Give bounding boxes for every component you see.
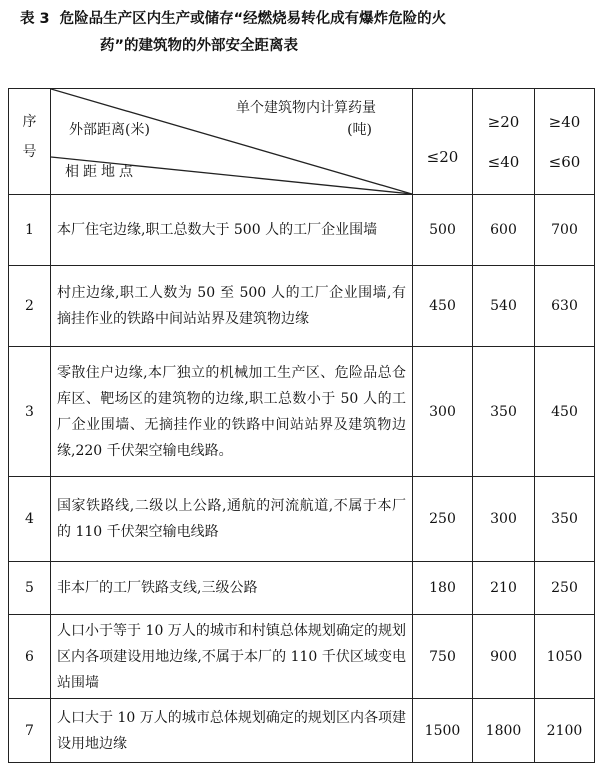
table-row [9, 347, 595, 477]
row-value-3: 630 [535, 266, 595, 347]
header-col-3 [535, 89, 595, 195]
table-title-line2: 药”的建筑物的外部安全距离表 [100, 38, 299, 54]
row-seq: 4 [9, 477, 51, 562]
table-row [9, 266, 595, 347]
row-location: 国家铁路线,二级以上公路,通航的河流航道,不属于本厂的 110 千伏架空输电线路 [51, 477, 413, 562]
row-seq: 7 [9, 699, 51, 763]
safety-distance-table [8, 88, 595, 763]
header-col-2-min: ≥20 [487, 112, 520, 131]
row-value-2: 350 [473, 347, 535, 477]
header-col-3-max: ≤60 [548, 152, 581, 171]
header-distance-label: 外部距离(米) [69, 122, 150, 138]
row-seq: 5 [9, 562, 51, 615]
header-col-1 [413, 89, 473, 195]
row-value-3: 250 [535, 562, 595, 615]
row-location: 人口小于等于 10 万人的城市和村镇总体规划确定的规划区内各项建设用地边缘,不属于本厂的 110 千伏区域变电站围墙 [51, 615, 413, 699]
table-row [9, 477, 595, 562]
header-location-label: 相距地点 [65, 164, 137, 180]
row-value-2: 210 [473, 562, 535, 615]
header-diagonal-cell [51, 89, 413, 195]
row-value-2: 540 [473, 266, 535, 347]
row-value-1: 750 [413, 615, 473, 699]
row-value-2: 600 [473, 195, 535, 266]
row-seq: 6 [9, 615, 51, 699]
row-value-3: 350 [535, 477, 595, 562]
header-seq-char-2: 号 [22, 144, 37, 160]
header-col-2-max: ≤40 [487, 152, 520, 171]
row-value-1: 180 [413, 562, 473, 615]
row-value-1: 300 [413, 347, 473, 477]
header-quantity-label: 单个建筑物内计算药量 [236, 100, 376, 116]
row-value-2: 900 [473, 615, 535, 699]
row-value-1: 1500 [413, 699, 473, 763]
row-location: 村庄边缘,职工人数为 50 至 500 人的工厂企业围墙,有摘挂作业的铁路中间站站界及建筑物边缘 [51, 266, 413, 347]
header-row [9, 89, 595, 195]
row-value-3: 2100 [535, 699, 595, 763]
header-col-1-range: ≤20 [426, 147, 459, 166]
table-number: 表 3 [20, 11, 50, 27]
header-quantity-unit: (吨) [347, 122, 372, 138]
row-value-1: 250 [413, 477, 473, 562]
row-value-1: 450 [413, 266, 473, 347]
row-location: 零散住户边缘,本厂独立的机械加工生产区、危险品总仓库区、靶场区的建筑物的边缘,职工总数小于 50 人的工厂企业围墙、无摘挂作业的铁路中间站站界及建筑物边缘,220 千伏架空输电线路。 [51, 347, 413, 477]
header-seq [9, 89, 51, 195]
table-row [9, 699, 595, 763]
row-seq: 3 [9, 347, 51, 477]
table-row [9, 562, 595, 615]
row-value-1: 500 [413, 195, 473, 266]
row-location: 非本厂的工厂铁路支线,三级公路 [51, 562, 413, 615]
row-value-2: 1800 [473, 699, 535, 763]
row-seq: 1 [9, 195, 51, 266]
row-location: 人口大于 10 万人的城市总体规划确定的规划区内各项建设用地边缘 [51, 699, 413, 763]
row-value-3: 450 [535, 347, 595, 477]
header-col-3-min: ≥40 [548, 112, 581, 131]
row-value-2: 300 [473, 477, 535, 562]
row-value-3: 700 [535, 195, 595, 266]
header-seq-char-1: 序 [22, 114, 37, 130]
header-col-2 [473, 89, 535, 195]
table-title-line1: 危险品生产区内生产或储存“经燃烧易转化成有爆炸危险的火 [59, 11, 447, 27]
row-seq: 2 [9, 266, 51, 347]
table-caption [20, 6, 588, 60]
table-row [9, 195, 595, 266]
table-row [9, 615, 595, 699]
row-location: 本厂住宅边缘,职工总数大于 500 人的工厂企业围墙 [51, 195, 413, 266]
row-value-3: 1050 [535, 615, 595, 699]
